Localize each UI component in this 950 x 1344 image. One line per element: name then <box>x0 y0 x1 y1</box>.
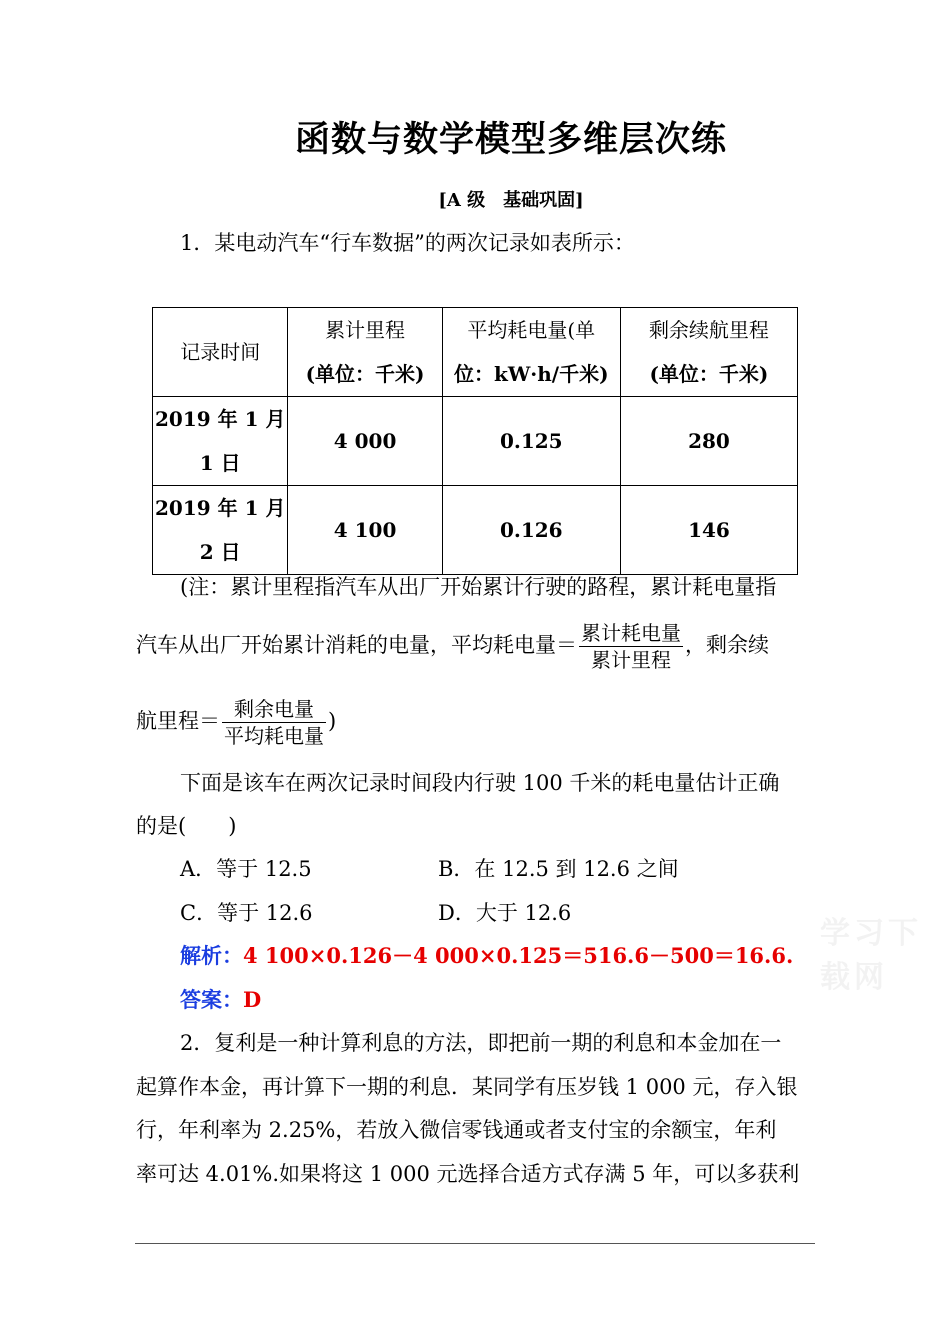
watermark: 学习下载网 <box>820 916 922 995</box>
answer-text: D <box>243 987 262 1012</box>
option-a: A．等于 12.5 <box>180 857 312 881</box>
q2-line-1: 2．复利是一种计算利息的方法，即把前一期的利息和本金加在一 <box>180 1031 782 1055</box>
question-line-1: 下面是该车在两次记录时间段内行驶 100 千米的耗电量估计正确 <box>180 771 780 795</box>
q2-line-3: 行，年利率为 2.25%，若放入微信零钱通或者支付宝的余额宝，年利 <box>136 1118 777 1142</box>
table-header-row <box>153 308 798 397</box>
answer-label: 答案： <box>180 987 243 1012</box>
row2-remaining: 146 <box>620 486 797 575</box>
q2-line-2: 起算作本金，再计算下一期的利息．某同学有压岁钱 1 000 元，存入银 <box>136 1075 798 1099</box>
header-avg-consumption: 平均耗电量(单 位：kW·h/千米) <box>442 308 620 397</box>
page-title: 函数与数学模型多维层次练 <box>294 119 727 160</box>
question-line-2: 的是( ) <box>136 814 237 838</box>
row2-date: 2019 年 1 月 2 日 <box>153 486 288 575</box>
table-row <box>153 486 798 575</box>
footer-divider <box>135 1243 815 1244</box>
q1-stem: 1．某电动汽车“行车数据”的两次记录如表所示： <box>180 231 635 255</box>
answer <box>180 985 261 1015</box>
note-line-1: (注：累计里程指汽车从出厂开始累计行驶的路程，累计耗电量指 <box>180 575 777 599</box>
header-record-time: 记录时间 <box>153 308 288 397</box>
note-line-2: 汽车从出厂开始累计消耗的电量，平均耗电量＝ $\frac{\text{累计耗电量}}{\text{累计里程}}$ ，剩余续 <box>136 621 769 672</box>
row1-remaining: 280 <box>620 397 797 486</box>
section-subtitle: [A 级 基础巩固] <box>438 190 584 211</box>
note-line-3: 航里程＝ $\frac{\text{剩余电量}}{\text{平均耗电量}}$ ) <box>136 697 337 748</box>
analysis-text: 4 100×0.126－4 000×0.125＝516.6－500＝16.6. <box>243 943 794 968</box>
option-c: C．等于 12.6 <box>180 901 313 925</box>
row1-mileage: 4 000 <box>288 397 442 486</box>
row1-date: 2019 年 1 月 1 日 <box>153 397 288 486</box>
header-mileage: 累计里程 (单位：千米) <box>288 308 442 397</box>
analysis <box>180 941 793 971</box>
row1-avg: 0.125 <box>442 397 620 486</box>
table-row <box>153 397 798 486</box>
driving-data-table <box>152 307 798 575</box>
analysis-label: 解析： <box>180 943 243 968</box>
row2-mileage: 4 100 <box>288 486 442 575</box>
row2-avg: 0.126 <box>442 486 620 575</box>
option-d: D．大于 12.6 <box>438 901 572 925</box>
remaining-range-fraction: $\frac{\text{剩余电量}}{\text{平均耗电量}}$ <box>224 697 324 748</box>
avg-consumption-fraction: $\frac{\text{累计耗电量}}{\text{累计里程}}$ <box>581 621 681 672</box>
header-remaining-range: 剩余续航里程 (单位：千米) <box>620 308 797 397</box>
option-b: B．在 12.5 到 12.6 之间 <box>438 857 679 881</box>
q2-line-4: 率可达 4.01%.如果将这 1 000 元选择合适方式存满 5 年，可以多获利 <box>136 1162 800 1186</box>
